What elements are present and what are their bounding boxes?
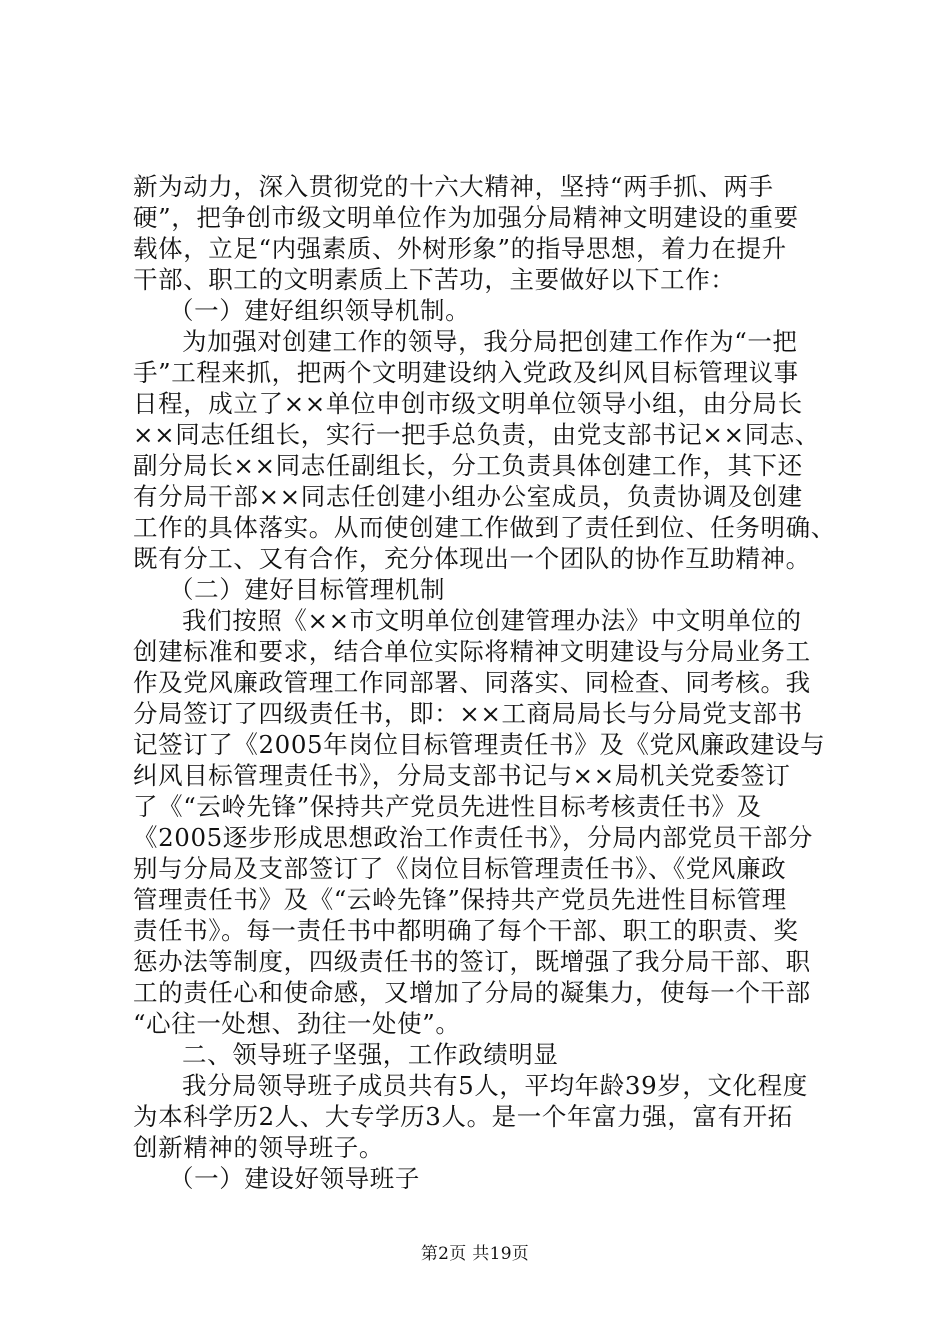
text-line: （一）建设好领导班子 bbox=[169, 1164, 420, 1193]
text-line: 载体，立足“内强素质、外树形象”的指导思想，着力在提升 bbox=[133, 234, 787, 263]
text-line: 惩办法等制度，四级责任书的签订，既增强了我分局干部、职 bbox=[133, 947, 811, 976]
text-line: 为加强对创建工作的领导，我分局把创建工作作为“一把 bbox=[182, 327, 798, 356]
text-line: 记签订了《2005年岗位目标管理责任书》及《党风廉政建设与 bbox=[133, 730, 826, 759]
text-line: 工的责任心和使命感，又增加了分局的凝集力，使每一个干部 bbox=[133, 978, 811, 1007]
text-line: “心往一处想、劲往一处使”。 bbox=[133, 1009, 461, 1038]
text-line: 我分局领导班子成员共有5人，平均年龄39岁，文化程度 bbox=[182, 1071, 808, 1100]
text-line: 干部、职工的文明素质上下苦功，主要做好以下工作： bbox=[133, 265, 736, 294]
text-line: 有分局干部××同志任创建小组办公室成员，负责协调及创建 bbox=[133, 482, 803, 511]
text-line: 既有分工、又有合作，充分体现出一个团队的协作互助精神。 bbox=[133, 544, 811, 573]
text-line: 《2005逐步形成思想政治工作责任书》，分局内部党员干部分 bbox=[133, 823, 813, 852]
text-line: 日程，成立了××单位申创市级文明单位领导小组，由分局长 bbox=[133, 389, 803, 418]
text-line: 别与分局及支部签订了《岗位目标管理责任书》、《党风廉政 bbox=[133, 854, 787, 883]
page-number-footer: 第2页 共19页 bbox=[420, 1244, 530, 1264]
text-line: 创建标准和要求，结合单位实际将精神文明建设与分局业务工 bbox=[133, 637, 811, 666]
text-line: 纠风目标管理责任书》，分局支部书记与××局机关党委签订 bbox=[133, 761, 791, 790]
text-line: 副分局长××同志任副组长，分工负责具体创建工作，其下还 bbox=[133, 451, 803, 480]
text-line: 二、领导班子坚强，工作政绩明显 bbox=[182, 1040, 559, 1069]
text-line: 我们按照《××市文明单位创建管理办法》中文明单位的 bbox=[182, 606, 802, 635]
text-line: 硬”，把争创市级文明单位作为加强分局精神文明建设的重要 bbox=[133, 203, 799, 232]
text-line: 管理责任书》及《“云岭先锋”保持共产党员先进性目标管理 bbox=[133, 885, 787, 914]
text-line: 了《“云岭先锋”保持共产党员先进性目标考核责任书》及 bbox=[133, 792, 762, 821]
text-line: （二）建好目标管理机制 bbox=[169, 575, 446, 604]
text-line: ××同志任组长，实行一把手总负责，由党支部书记××同志、 bbox=[133, 420, 820, 449]
text-line: 作及党风廉政管理工作同部署、同落实、同检查、同考核。我 bbox=[133, 668, 811, 697]
text-line: 手”工程来抓，把两个文明建设纳入党政及纠风目标管理议事 bbox=[133, 358, 799, 387]
document-body bbox=[133, 171, 836, 1194]
text-line: 为本科学历2人、大专学历3人。是一个年富力强，富有开拓 bbox=[133, 1102, 793, 1131]
text-line: 创新精神的领导班子。 bbox=[133, 1133, 384, 1162]
text-line: 责任书》。每一责任书中都明确了每个干部、职工的职责、奖 bbox=[133, 916, 799, 945]
text-line: （一）建好组织领导机制。 bbox=[169, 296, 471, 325]
text-line: 新为动力，深入贯彻党的十六大精神，坚持“两手抓、两手 bbox=[133, 172, 774, 201]
text-line: 分局签订了四级责任书，即：××工商局局长与分局党支部书 bbox=[133, 699, 803, 728]
text-line: 工作的具体落实。从而使创建工作做到了责任到位、任务明确、 bbox=[133, 513, 836, 542]
